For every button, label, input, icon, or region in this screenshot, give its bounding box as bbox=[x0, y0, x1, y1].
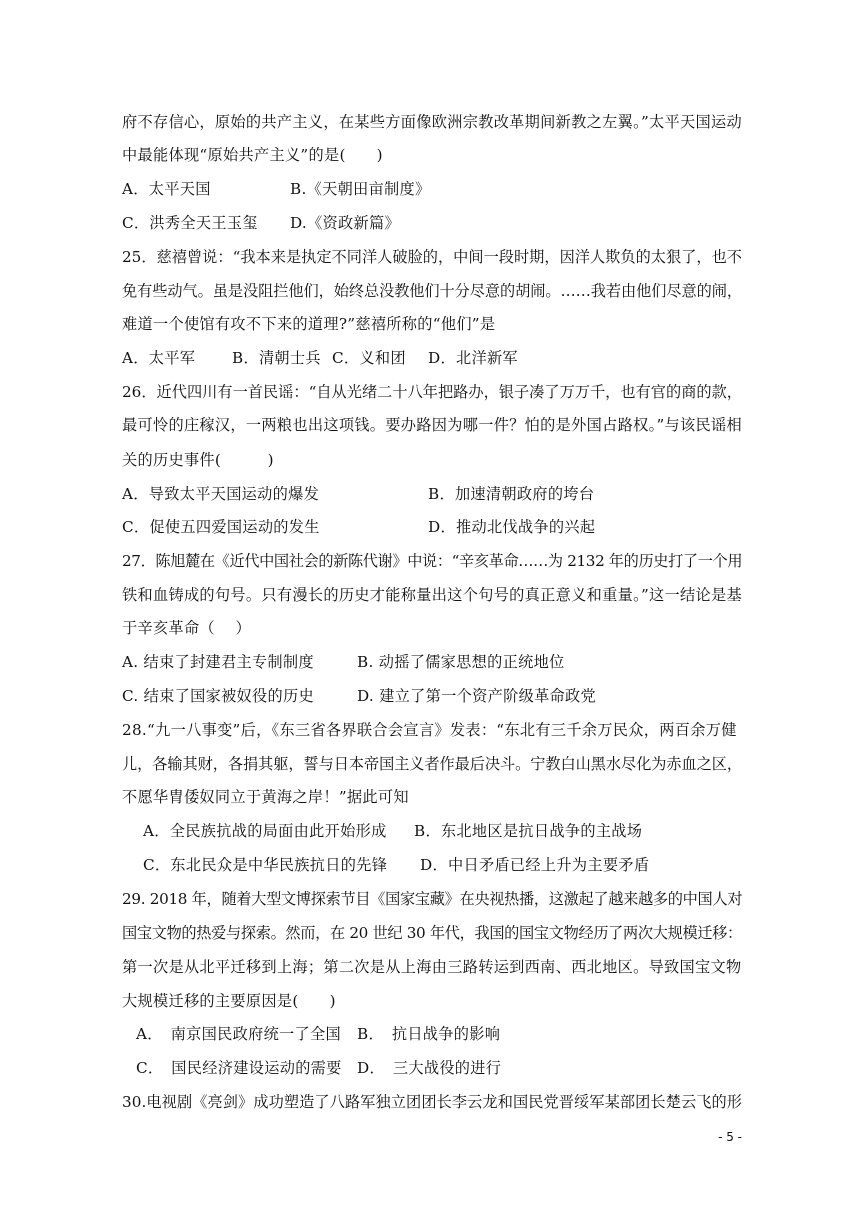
question-29-line-1: 29. 2018 年，随着大型文博探索节目《国家宝藏》在央视热播，这激起了越来越多的中国人对 bbox=[122, 890, 743, 908]
question-26-line-2: 最可怜的庄稼汉，一两粮也出这项钱。要办路因为哪一件？怕的是外国占路权。”与该民谣相 bbox=[122, 416, 742, 434]
question-30-line-1: 30.电视剧《亮剑》成功塑造了八路军独立团团长李云龙和国民党晋绥军某部团长楚云飞的形 bbox=[122, 1093, 743, 1111]
question-27-line-3: 于辛亥革命（ ） bbox=[122, 619, 252, 637]
question-28-line-1: 28.“九一八事变”后，《东三省各界联合会宣言》发表：“东北有三千余万民众，两百余万健 bbox=[122, 721, 737, 739]
q27-option-c: C. 结束了国家被奴役的历史 bbox=[122, 687, 314, 705]
q28-option-b: B．东北地区是抗日战争的主战场 bbox=[414, 822, 643, 840]
page-number: - 5 - bbox=[718, 1130, 742, 1144]
question-25-line-2: 免有些动气。虽是没阻拦他们，始终总没教他们十分尽意的胡闹。……我若由他们尽意的闹， bbox=[122, 282, 742, 300]
q24-option-c: C．洪秀全天王玉玺 bbox=[122, 214, 258, 232]
q26-option-b: B．加速清朝政府的垮台 bbox=[428, 485, 595, 503]
q25-option-d: D．北洋新军 bbox=[428, 349, 518, 367]
q29-option-d: D． 三大战役的进行 bbox=[357, 1059, 502, 1077]
q28-option-a: A．全民族抗战的局面由此开始形成 bbox=[143, 822, 387, 840]
question-25-line-3: 难道一个使馆有攻不下来的道理?”慈禧所称的“他们”是 bbox=[122, 315, 496, 333]
question-25-line-1: 25．慈禧曾说：“我本来是执定不同洋人破脸的，中间一段时期，因洋人欺负的太狠了，也不 bbox=[122, 248, 743, 266]
question-27-line-1: 27．陈旭麓在《近代中国社会的新陈代谢》中说：“辛亥革命……为 2132 年的历史打了一个用 bbox=[122, 552, 743, 570]
question-29-line-4: 大规模迁移的主要原因是( ) bbox=[122, 992, 336, 1010]
q24-option-d: D.《资政新篇》 bbox=[290, 214, 400, 232]
question-28-line-2: 儿，各输其财，各捐其躯，誓与日本帝国主义者作最后决斗。宁教白山黑水尽化为赤血之区， bbox=[122, 755, 742, 773]
q29-option-c: C． 国民经济建设运动的需要 bbox=[136, 1059, 342, 1077]
q27-option-b: B. 动摇了儒家思想的正统地位 bbox=[357, 653, 565, 671]
q27-option-d: D. 建立了第一个资产阶级革命政党 bbox=[357, 687, 597, 705]
q28-option-c: C．东北民众是中华民族抗日的先锋 bbox=[143, 856, 388, 874]
q25-option-b: B．清朝士兵 bbox=[232, 349, 321, 367]
question-24-line-1: 府不存信心，原始的共产主义，在某些方面像欧洲宗教改革期间新教之左翼。”太平天国运动 bbox=[122, 113, 742, 131]
question-27-line-2: 铁和血铸成的句号。只有漫长的历史才能称量出这个句号的真正意义和重量。”这一结论是基 bbox=[122, 586, 742, 604]
q27-option-a: A. 结束了封建君主专制制度 bbox=[122, 653, 314, 671]
q24-option-a: A．太平天国 bbox=[122, 180, 211, 198]
q29-option-a: A． 南京国民政府统一了全国 bbox=[136, 1025, 342, 1043]
q28-option-d: D．中日矛盾已经上升为主要矛盾 bbox=[420, 856, 650, 874]
q29-option-b: B． 抗日战争的影响 bbox=[357, 1025, 501, 1043]
q26-option-a: A．导致太平天国运动的爆发 bbox=[122, 485, 320, 503]
question-26-line-3: 关的历史事件( ) bbox=[122, 451, 274, 469]
question-29-line-2: 国宝文物的热爱与探索。然而，在 20 世纪 30 年代，我国的国宝文物经历了两次大规模迁移： bbox=[122, 924, 742, 942]
q26-option-c: C．促使五四爱国运动的发生 bbox=[122, 518, 320, 536]
q24-option-b: B.《天朝田亩制度》 bbox=[290, 180, 431, 198]
q25-option-c: C．义和团 bbox=[332, 349, 406, 367]
question-24-line-2: 中最能体现“原始共产主义”的是( ) bbox=[122, 146, 383, 164]
q25-option-a: A．太平军 bbox=[122, 349, 196, 367]
question-26-line-1: 26．近代四川有一首民谣：“自从光绪二十八年把路办，银子凑了万万千，也有官的商的款， bbox=[122, 383, 743, 401]
question-29-line-3: 第一次是从北平迁移到上海；第二次是从上海由三路转运到西南、西北地区。导致国宝文物 bbox=[122, 958, 742, 976]
q26-option-d: D．推动北伐战争的兴起 bbox=[428, 518, 596, 536]
question-28-line-3: 不愿华胄倭奴同立于黄海之岸！”据此可知 bbox=[122, 788, 409, 806]
